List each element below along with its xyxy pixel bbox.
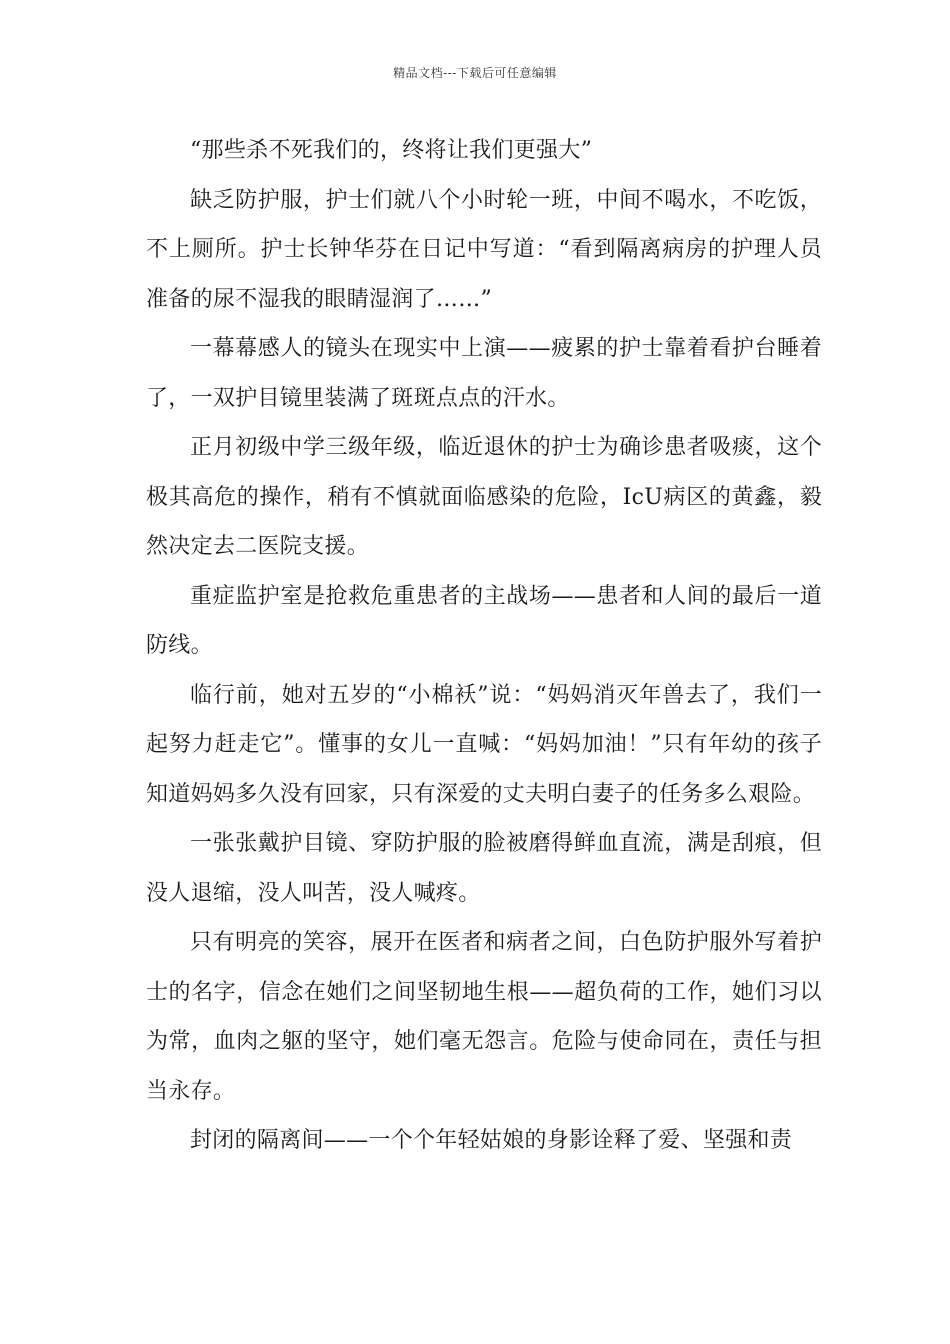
page-header: 精品文档---下载后可任意编辑 — [393, 66, 557, 80]
paragraph: 临行前，她对五岁的“小棉袄”说：“妈妈消灭年兽去了，我们一起努力赶走它”。懂事的女儿一直喊：“妈妈加油！”只有年幼的孩子知道妈妈多久没有回家，只有深爱的丈夫明白妻子的任务多么艰险。 — [146, 682, 822, 807]
paragraph: 缺乏防护服，护士们就八个小时轮一班，中间不喝水，不吃饭，不上厕所。护士长钟华芬在日记中写道：“看到隔离病房的护理人员准备的尿不湿我的眼睛湿润了……” — [146, 187, 822, 312]
document-body — [146, 126, 822, 1166]
paragraph: 封闭的隔离间——一个个年轻姑娘的身影诠释了爱、坚强和责 — [190, 1128, 793, 1153]
paragraph: 只有明亮的笑容，展开在医者和病者之间，白色防护服外写着护士的名字，信念在她们之间坚韧地生根——超负荷的工作，她们习以为常，血肉之躯的坚守，她们毫无怨言。危险与使命同在，责任与担当永存。 — [146, 930, 822, 1104]
paragraph: 重症监护室是抢救危重患者的主战场——患者和人间的最后一道防线。 — [146, 583, 822, 658]
paragraph: 一张张戴护目镜、穿防护服的脸被磨得鲜血直流，满是刮痕，但没人退缩，没人叫苦，没人喊疼。 — [146, 831, 822, 906]
paragraph-quote-title: “那些杀不死我们的，终将让我们更强大” — [190, 138, 593, 163]
paragraph: 一幕幕感人的镜头在现实中上演——疲累的护士靠着看护台睡着了，一双护目镜里装满了斑斑点点的汗水。 — [146, 336, 822, 411]
paragraph: 正月初级中学三级年级，临近退休的护士为确诊患者吸痰，这个极其高危的操作，稍有不慎就面临感染的危险，IcU病区的黄鑫，毅然决定去二医院支援。 — [146, 435, 822, 559]
